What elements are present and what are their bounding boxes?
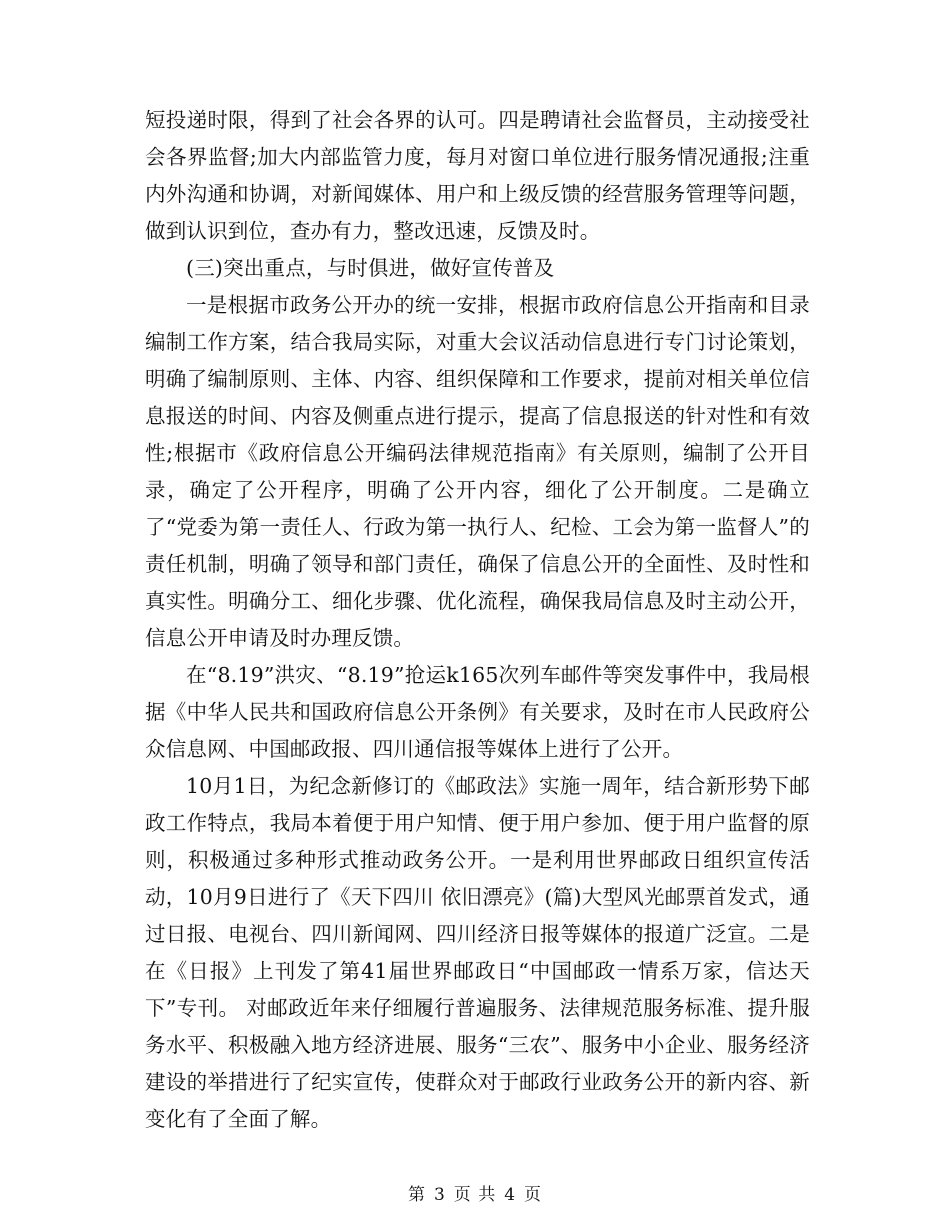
paragraph-4: 10月1日，为纪念新修订的《邮政法》实施一周年，结合新形势下邮政工作特点，我局本着便于用户知情、便于用户参加、便于用户监督的原则，积极通过多种形式推动政务公开。一是利用世界邮政日组织宣传活动，10月9日进行了《天下四川 依旧漂亮》(篇)大型风光邮票首发式，通过日报、电视台、四川新闻网、四川经济日报等媒体的报道广泛宣。二是在《日报》上刊发了第41届世界邮政日“中国邮政一情系万家，信达天下”专刊。 对邮政近年来仔细履行普遍服务、法律规范服务标准、提升服务水平、积极融入地方经济进展、服务“三农”、服务中小企业、服务经济建设的举措进行了纪实宣传，使群众对于邮政行业政务公开的新内容、新变化有了全面了解。 xyxy=(145,774,810,1131)
body-text xyxy=(145,102,810,1138)
section-heading: (三)突出重点，与时俱进，做好宣传普及 xyxy=(186,256,555,280)
paragraph-2: 一是根据市政务公开办的统一安排，根据市政府信息公开指南和目录编制工作方案，结合我局实际，对重大会议活动信息进行专门讨论策划，明确了编制原则、主体、内容、组织保障和工作要求，提前对相关单位信息报送的时间、内容及侧重点进行提示，提高了信息报送的针对性和有效性;根据市《政府信息公开编码法律规范指南》有关原则，编制了公开目录，确定了公开程序，明确了公开内容，细化了公开制度。二是确立了“党委为第一责任人、行政为第一执行人、纪检、工会为第一监督人”的责任机制，明确了领导和部门责任，确保了信息公开的全面性、及时性和真实性。明确分工、细化步骤、优化流程，确保我局信息及时主动公开，信息公开申请及时办理反馈。 xyxy=(145,293,810,650)
footer-current-page: 3 xyxy=(433,1185,446,1205)
footer-suffix: 页 xyxy=(524,1185,543,1205)
footer-total-pages: 4 xyxy=(504,1185,517,1205)
footer-prefix: 第 xyxy=(407,1185,426,1205)
page-footer xyxy=(0,1180,950,1205)
paragraph-3: 在“8.19”洪灾、“8.19”抢运k165次列车邮件等突发事件中，我局根据《中华人民共和国政府信息公开条例》有关要求，及时在市人民政府公众信息网、中国邮政报、四川通信报等媒体上进行了公开。 xyxy=(145,663,810,761)
footer-middle: 页 共 xyxy=(453,1185,497,1205)
paragraph-1: 短投递时限，得到了社会各界的认可。四是聘请社会监督员，主动接受社会各界监督;加大内部监管力度，每月对窗口单位进行服务情况通报;注重内外沟通和协调，对新闻媒体、用户和上级反馈的经营服务管理等问题，做到认识到位，查办有力，整改迅速，反馈及时。 xyxy=(145,108,810,243)
